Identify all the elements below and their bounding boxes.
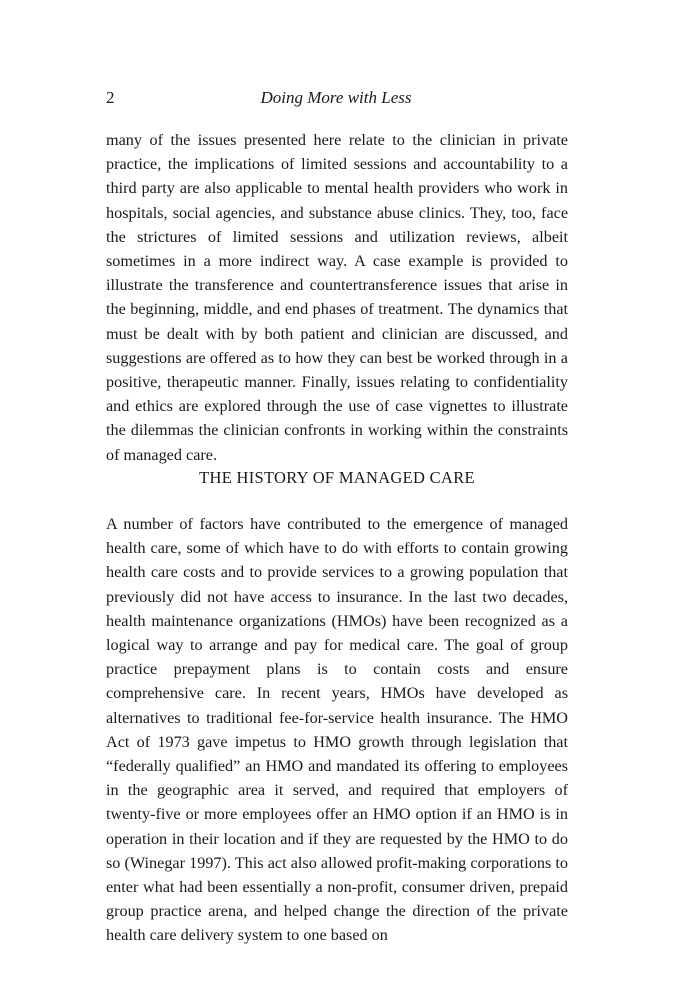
page-number: 2 (106, 88, 115, 107)
paragraph-continued: many of the issues presented here relate to the clinician in private practice, the implications of limited sessions and accountability to a third party are also applicable to mental health providers who work in hospitals, social agencies, and substance abuse clinics. They, too, face the strictures of limited sessions and utilization reviews, albeit sometimes in a more indirect way. A case example is provided to illustrate the transference and countertransference issues that arise in the beginning, middle, and end phases of treatment. The dynamics that must be dealt with by both patient and clinician are discussed, and suggestions are offered as to how they can best be worked through in a positive, therapeutic manner. Finally, issues relating to confidentiality and ethics are explored through the use of case vignettes to illustrate the dilemmas the clinician confronts in working within the constraints of managed care. (106, 131, 568, 464)
section-heading: THE HISTORY OF MANAGED CARE (199, 468, 475, 487)
running-head (106, 88, 566, 114)
paragraph-history: A number of factors have contributed to the emergence of managed health care, some of which have to do with efforts to contain growing health care costs and to provide services to a growing population that previously did not have access to insurance. In the last two decades, health maintenance organizations (HMOs) have been recognized as a logical way to arrange and pay for medical care. The goal of group practice prepayment plans is to contain costs and ensure comprehensive care. In recent years, HMOs have developed as alternatives to traditional fee-for-service health insurance. The HMO Act of 1973 gave impetus to HMO growth through legislation that “federally qualified” an HMO and mandated its offering to employees in the geographic area it served, and required that employers of twenty-five or more employees offer an HMO option if an HMO is in operation in their location and if they are requested by the HMO to do so (Winegar 1997). This act also allowed profit-making corporations to enter what had been essentially a non-profit, consumer driven, prepaid group practice arena, and helped change the direction of the private health care delivery system to one based on (106, 515, 568, 945)
running-title: Doing More with Less (260, 88, 412, 107)
